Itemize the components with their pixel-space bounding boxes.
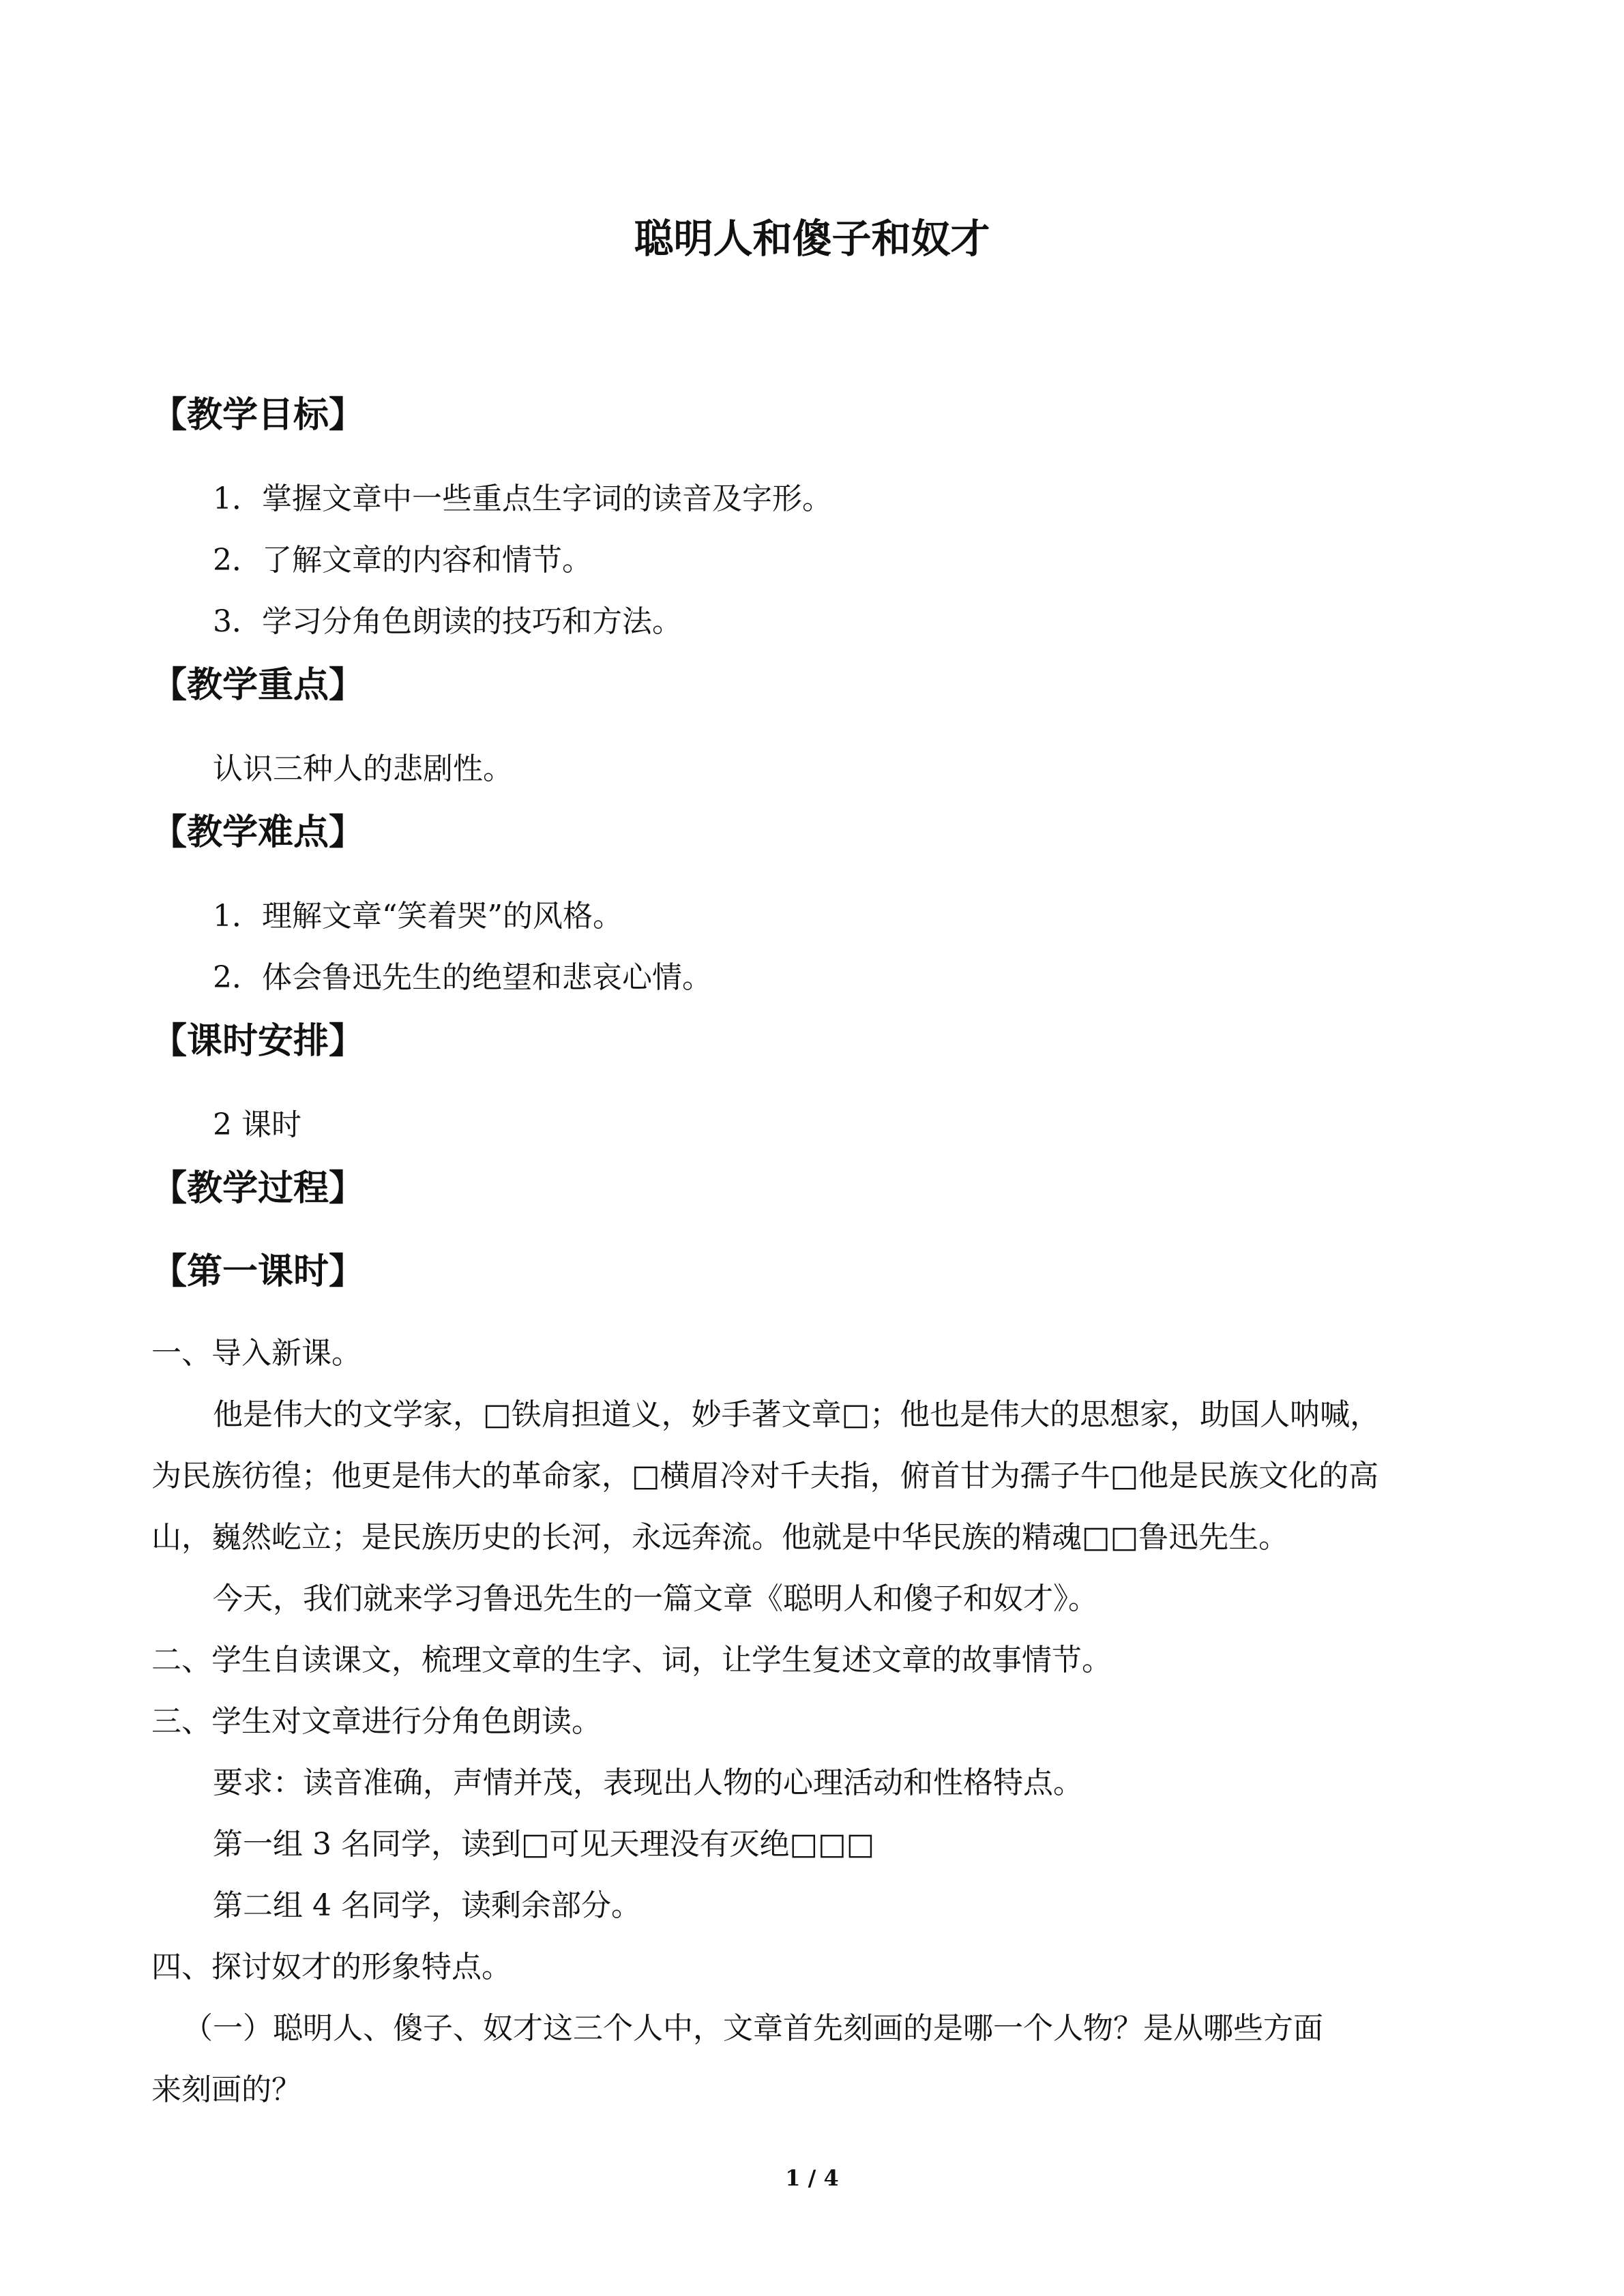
page-current: 1 [785, 2165, 801, 2191]
heading-lesson-schedule: 【课时安排】 [151, 1020, 365, 1062]
body-line: （一）聪明人、傻子、奴才这三个人中，文章首先刻画的是哪一个人物？是从哪些方面 [183, 2011, 1323, 2046]
body-line: 二、学生自读课文，梳理文章的生字、词，让学生复述文章的故事情节。 [151, 1643, 1112, 1678]
page-separator: / [800, 2165, 824, 2191]
difficulty-item-2: 2．体会鲁迅先生的绝望和悲哀心情。 [213, 960, 712, 995]
body-line: 一、导入新课。 [151, 1336, 361, 1371]
objective-item-3: 3．学习分角色朗读的技巧和方法。 [213, 604, 682, 639]
body-line: 山，巍然屹立；是民族历史的长河，永远奔流。他就是中华民族的精魂□□鲁迅先生。 [151, 1520, 1289, 1555]
heading-teaching-difficulties: 【教学难点】 [151, 811, 365, 853]
body-line: 他是伟大的文学家，□铁肩担道义，妙手著文章□；他也是伟大的思想家，助国人呐喊， [213, 1397, 1381, 1432]
schedule-text: 2 课时 [213, 1107, 301, 1142]
difficulty-item-1: 1．理解文章“笑着哭”的风格。 [213, 899, 623, 934]
objective-item-1: 1．掌握文章中一些重点生字词的读音及字形。 [213, 481, 832, 516]
key-points-text: 认识三种人的悲剧性。 [213, 751, 513, 786]
objective-item-2: 2．了解文章的内容和情节。 [213, 543, 592, 578]
body-line: 来刻画的？ [151, 2072, 301, 2107]
page-number [0, 2163, 1624, 2193]
document-title: 聪明人和傻子和奴才 [634, 215, 990, 262]
heading-teaching-key-points: 【教学重点】 [151, 664, 365, 706]
body-line: 三、学生对文章进行分角色朗读。 [151, 1704, 602, 1739]
body-line: 为民族彷徨；他更是伟大的革命家，□横眉冷对千夫指，俯首甘为孺子牛□他是民族文化的高 [151, 1459, 1379, 1493]
heading-teaching-objectives: 【教学目标】 [151, 394, 365, 436]
body-line: 今天，我们就来学习鲁迅先生的一篇文章《聪明人和傻子和奴才》。 [213, 1581, 1098, 1616]
body-line: 要求：读音准确，声情并茂，表现出人物的心理活动和性格特点。 [213, 1765, 1083, 1800]
heading-teaching-process: 【教学过程】 [151, 1167, 365, 1209]
body-line: 第二组 4 名同学，读剩余部分。 [213, 1888, 641, 1923]
body-line: 四、探讨奴才的形象特点。 [151, 1950, 512, 1984]
body-line: 第一组 3 名同学，读到□可见天理没有灭绝□□□ [213, 1827, 875, 1862]
heading-first-lesson: 【第一课时】 [151, 1251, 365, 1292]
page-total: 4 [823, 2165, 839, 2191]
